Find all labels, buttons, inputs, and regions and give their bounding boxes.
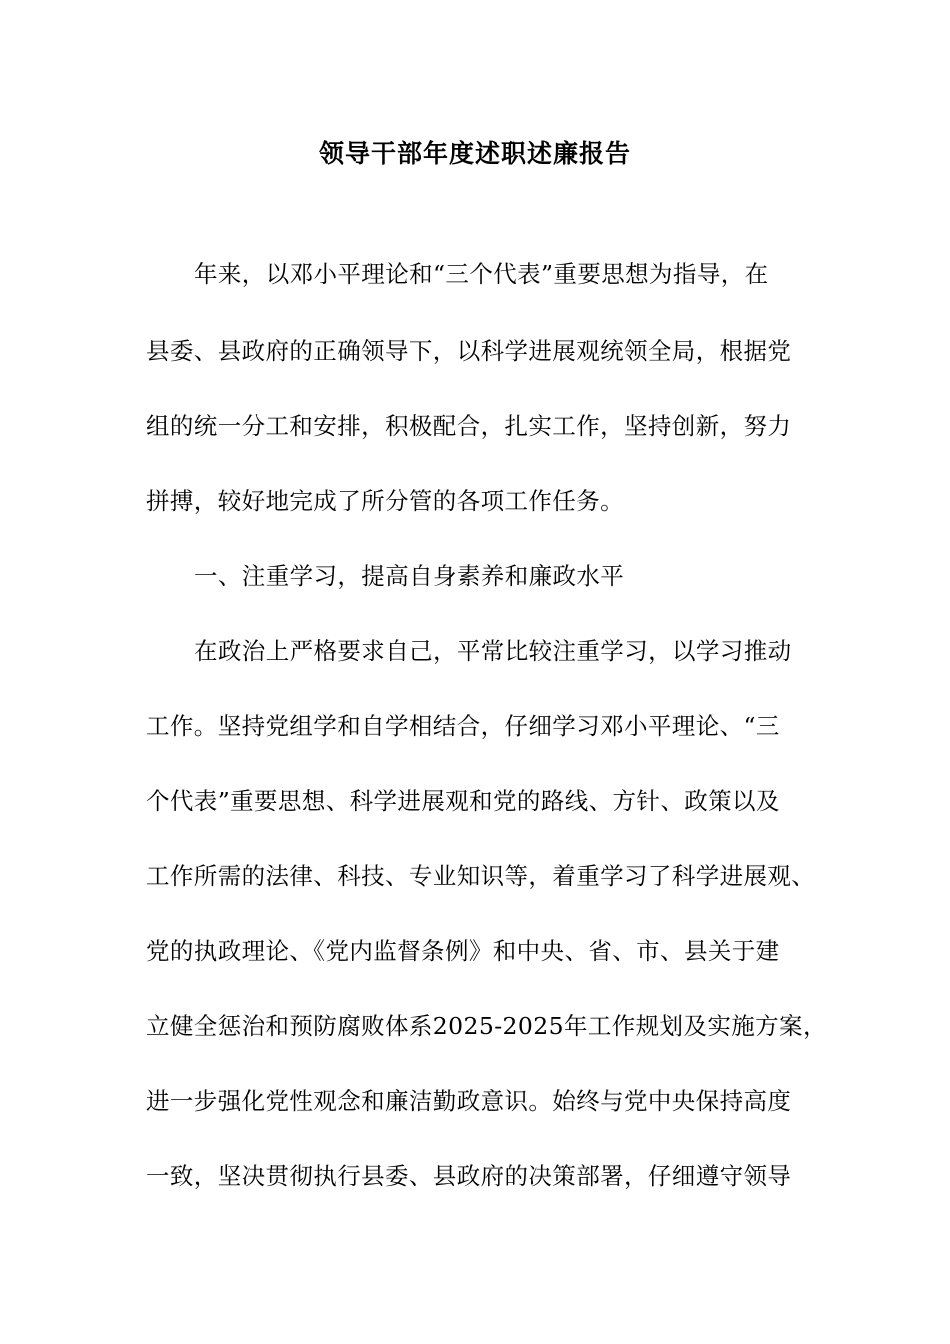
paragraph-2-line-6: 立健全惩治和预防腐败体系2025-2025年工作规划及实施方案， [146, 1012, 827, 1040]
paragraph-2-line-4: 工作所需的法律、科技、专业知识等，着重学习了科学进展观、 [146, 862, 816, 890]
paragraph-1-line-2: 县委、县政府的正确领导下，以科学进展观统领全局，根据党 [146, 337, 792, 365]
paragraph-1-line-3: 组的统一分工和安排，积极配合，扎实工作，坚持创新，努力 [146, 412, 792, 440]
section-heading-1: 一、注重学习，提高自身素养和廉政水平 [194, 562, 625, 590]
paragraph-1-line-4: 拼搏，较好地完成了所分管的各项工作任务。 [146, 487, 624, 515]
paragraph-2-line-7: 进一步强化党性观念和廉洁勤政意识。始终与党中央保持高度 [146, 1087, 792, 1115]
paragraph-2-line-1: 在政治上严格要求自己，平常比较注重学习，以学习推动 [194, 637, 792, 665]
document-title: 领导干部年度述职述廉报告 [318, 139, 631, 168]
paragraph-1-line-1: 年来，以邓小平理论和“三个代表”重要思想为指导，在 [194, 260, 769, 288]
paragraph-2-line-3: 个代表”重要思想、科学进展观和党的路线、方针、政策以及 [146, 787, 780, 815]
paragraph-2-line-8: 一致，坚决贯彻执行县委、县政府的决策部署，仔细遵守领导 [146, 1162, 792, 1190]
paragraph-2-line-2: 工作。坚持党组学和自学相结合，仔细学习邓小平理论、“三 [146, 712, 780, 740]
paragraph-2-line-5: 党的执政理论、《党内监督条例》和中央、省、市、县关于建 [146, 937, 780, 965]
